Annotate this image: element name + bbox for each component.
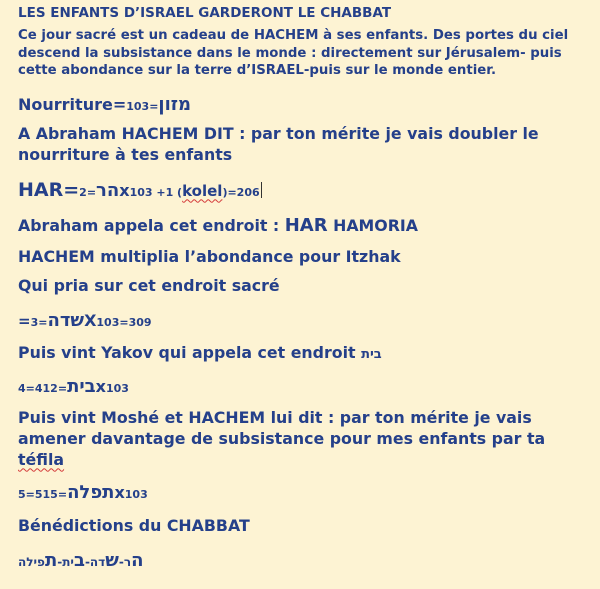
kolel-word: kolel <box>182 181 223 200</box>
har-end: )=206 <box>222 185 260 199</box>
beit-a: =412=4 <box>18 381 68 395</box>
summary-hebrew <box>18 551 143 570</box>
har-x: x <box>119 180 130 200</box>
sadeh-a: =3 <box>30 315 48 329</box>
sadeh-eq: = <box>18 311 31 330</box>
itzhak-line: HACHEM multiplia l’abondance pour Itzhak <box>18 246 401 266</box>
summary-pilah: פילה <box>18 554 45 569</box>
summary-tav: ת <box>44 549 58 571</box>
beit-b: 103 <box>105 381 129 395</box>
tefila-x: x <box>114 482 125 502</box>
yakov-hebrew: בית <box>361 346 382 362</box>
har-line <box>18 179 582 201</box>
nourriture-label: Nourriture= <box>18 94 127 114</box>
summary-bet: ב <box>73 549 85 571</box>
har-hebrew: הר <box>96 179 120 201</box>
text-cursor <box>261 182 262 198</box>
qui-pria-line: Qui pria sur cet endroit sacré <box>18 275 280 295</box>
moshe-paragraph <box>18 407 582 470</box>
summary-he: ה <box>131 549 144 571</box>
har-label: HAR= <box>18 178 80 201</box>
sadeh-x: X <box>84 310 97 330</box>
abraham-har-line <box>18 215 582 236</box>
abraham-har-text: Abraham appela cet endroit : <box>18 215 285 235</box>
sadeh-hebrew: שדה <box>47 309 85 331</box>
yakov-line <box>18 343 582 362</box>
tefila-a: =515=5 <box>18 487 68 501</box>
summary-shin: ש <box>105 549 119 571</box>
tefila-b: 103 <box>124 487 148 501</box>
har-rest: 103 +1 ( <box>129 185 183 199</box>
nourriture-hebrew: מזון <box>158 93 192 115</box>
nourriture-value: =103 <box>126 99 159 113</box>
beit-hebrew: בית <box>67 375 96 397</box>
yakov-text: Puis vint Yakov qui appela cet endroit <box>18 342 362 362</box>
beit-x: x <box>95 376 106 396</box>
beit-line <box>18 376 582 397</box>
document-title: LES ENFANTS D’ISRAEL GARDERONT LE CHABBAT <box>18 5 392 21</box>
summary-r: ר- <box>118 554 132 569</box>
benedictions-line: Bénédictions du CHABBAT <box>18 515 250 535</box>
sadeh-b: 103=309 <box>96 315 152 329</box>
summary-yt: ית- <box>57 554 74 569</box>
tefila-line <box>18 482 582 503</box>
har-eq: =2 <box>79 185 97 199</box>
moshe-text: Puis vint Moshé et HACHEM lui dit : par ton mérite je vais amener davantage de subsistance pour mes enfants par ta <box>18 407 546 448</box>
har-word: HAR <box>284 214 328 236</box>
tefila-word: téfila <box>18 449 65 469</box>
abraham-double-paragraph: A Abraham HACHEM DIT : par ton mérite je vais doubler le nourriture à tes enfants <box>18 123 539 164</box>
summary-dh: דה- <box>84 554 106 569</box>
tefila-hebrew: תפלה <box>67 481 115 503</box>
intro-paragraph: Ce jour sacré est un cadeau de HACHEM à ses enfants. Des portes du ciel descend la subsistance dans le monde : directement sur Jérusalem- puis cette abondance sur la terre d’ISRAEL-puis sur le monde entier. <box>18 28 569 78</box>
hamoria-word: HAMORIA <box>327 215 418 235</box>
sadeh-line <box>18 310 582 331</box>
nourriture-line <box>18 94 582 115</box>
summary-line <box>18 550 582 571</box>
